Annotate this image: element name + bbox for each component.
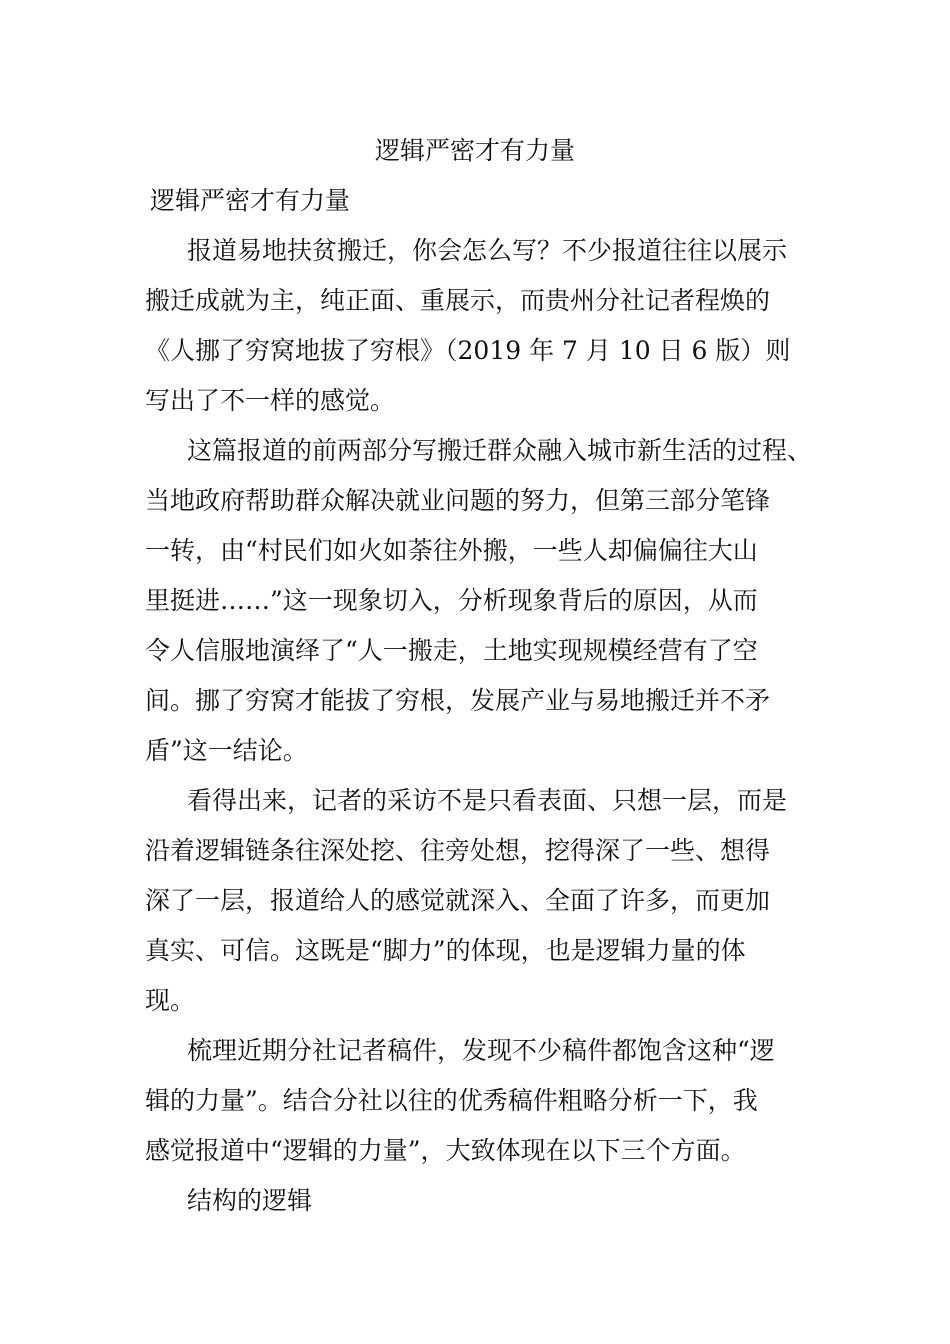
paragraph-line: 沿着逻辑链条往深处挖、往旁处想，挖得深了一些、想得	[145, 836, 771, 865]
paragraph-line: 间。挪了穷窝才能拔了穷根，发展产业与易地搬迁并不矛	[145, 686, 771, 715]
paragraph-line: 深了一层，报道给人的感觉就深入、全面了许多，而更加	[145, 886, 771, 915]
paragraph-line: 报道易地扶贫搬迁，你会怎么写？不少报道往往以展示	[187, 236, 788, 265]
paragraph-line: 《人挪了穷窝地拔了穷根》（2019 年 7 月 10 日 6 版）则	[145, 336, 791, 365]
paragraph-line: 真实、可信。这既是“脚力”的体现，也是逻辑力量的体	[145, 936, 746, 965]
paragraph-line: 盾”这一结论。	[145, 736, 308, 765]
paragraph-line: 一转，由“村民们如火如荼往外搬，一些人却偏偏往大山	[145, 536, 758, 565]
document-subtitle: 逻辑严密才有力量	[150, 186, 351, 215]
document-title: 逻辑严密才有力量	[374, 136, 575, 165]
paragraph-line: 现。	[145, 986, 196, 1015]
paragraph-line: 写出了不一样的感觉。	[145, 386, 396, 415]
paragraph-line: 里挺进……”这一现象切入，分析现象背后的原因，从而	[145, 586, 758, 615]
paragraph-line: 这篇报道的前两部分写搬迁群众融入城市新生活的过程、	[187, 436, 813, 465]
paragraph-line: 搬迁成就为主，纯正面、重展示，而贵州分社记者程焕的	[145, 286, 771, 315]
section-heading: 结构的逻辑	[187, 1186, 313, 1215]
paragraph-line: 当地政府帮助群众解决就业问题的努力，但第三部分笔锋	[145, 486, 771, 515]
paragraph-line: 辑的力量”。结合分社以往的优秀稿件粗略分析一下，我	[145, 1086, 758, 1115]
paragraph-line: 令人信服地演绎了“人一搬走，土地实现规模经营有了空	[145, 636, 758, 665]
paragraph-line: 梳理近期分社记者稿件，发现不少稿件都饱含这种“逻	[187, 1036, 775, 1065]
paragraph-line: 感觉报道中“逻辑的力量”，大致体现在以下三个方面。	[145, 1136, 746, 1165]
paragraph-line: 看得出来，记者的采访不是只看表面、只想一层，而是	[187, 786, 788, 815]
